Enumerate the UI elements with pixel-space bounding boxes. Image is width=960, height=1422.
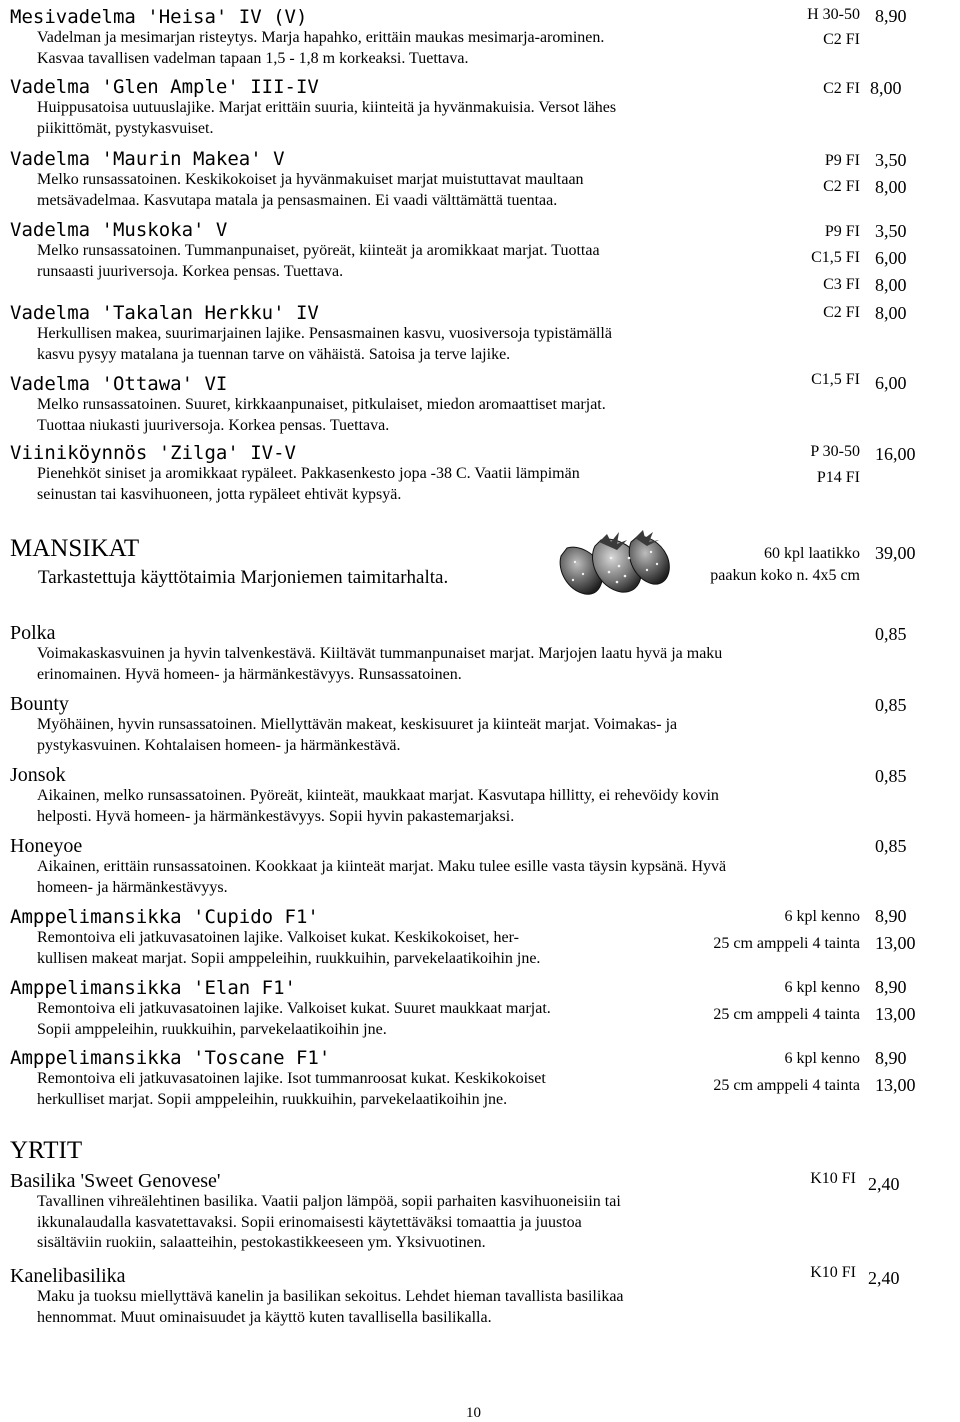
description-line: Huippusatoisa uutuuslajike. Marjat erittäin suuria, kiinteitä ja hyvänmakuisia. Versot lähes [37, 99, 617, 116]
description-line: piikittömät, pystykasvuiset. [37, 119, 214, 137]
package-info: 25 cm amppeli 4 tainta [713, 935, 860, 952]
product-entry [10, 148, 950, 211]
price: 0,85 [875, 695, 907, 715]
description-line: kasvu pysyy matalana ja tuennan tarve on vähäistä. Satoisa ja terve lajike. [37, 345, 511, 363]
price: 16,00 [875, 444, 916, 464]
price: 3,50 [875, 221, 907, 241]
product-description [37, 28, 950, 69]
size-code: C2 FI [823, 178, 860, 195]
page-number: 10 [466, 1405, 481, 1421]
description-line: kullisen makeat marjat. Sopii amppeleihin, ruukkuihin, parvekelaatikoihin jne. [37, 949, 541, 967]
product-title: Honeyoe [10, 835, 83, 857]
product-title: Basilika 'Sweet Genovese' [10, 1170, 221, 1192]
section-subtitle-text: Tarkastettuja käyttötaimia Marjoniemen taimitarhalta. [38, 567, 449, 588]
price: 8,90 [875, 977, 907, 997]
product-entry [10, 764, 950, 827]
price: 0,85 [875, 624, 907, 644]
price: 0,85 [875, 766, 907, 786]
description-line: helposti. Hyvä homeen- ja härmänkestävyys. Sopii hyvin pakastemarjaksi. [37, 807, 515, 825]
product-entry [10, 1170, 950, 1254]
product-description [37, 464, 950, 505]
description-line: Pienehköt siniset ja aromikkaat rypäleet. Pakkasenkesto jopa -38 C. Vaatii lämpimän [37, 465, 580, 482]
product-description [37, 786, 950, 827]
price: 8,00 [875, 177, 907, 197]
description-line: homeen- ja härmänkestävyys. [37, 878, 228, 896]
description-line: Remontoiva eli jatkuvasatoinen lajike. Valkoiset kukat. Suuret maukkaat marjat. [37, 1000, 551, 1017]
product-title: Vadelma 'Glen Ample' III-IV [10, 76, 319, 98]
product-title: Kanelibasilika [10, 1265, 126, 1287]
strawberry-illustration [555, 528, 677, 598]
size-code: C1,5 FI [811, 249, 860, 266]
section-heading: MANSIKAT [10, 535, 140, 562]
description-line: Vadelman ja mesimarjan risteytys. Marja hapahko, erittäin maukas mesimarja-arominen. [37, 29, 605, 46]
product-entry [10, 76, 950, 139]
size-code: C2 FI [823, 304, 860, 321]
description-line: Aikainen, melko runsassatoinen. Pyöreät, kiinteät, maukkaat marjat. Kasvutapa hillitty, ei rehevöidy kovin [37, 787, 719, 804]
product-title: Amppelimansikka 'Toscane F1' [10, 1047, 331, 1069]
description-line: runsaasti juuriversoja. Korkea pensas. Tuettava. [37, 262, 344, 280]
product-entry [10, 693, 950, 756]
package-info: 25 cm amppeli 4 tainta [713, 1077, 860, 1094]
product-title: Polka [10, 622, 56, 644]
price: 8,00 [875, 303, 907, 323]
description-line: herkulliset marjat. Sopii amppeleihin, ruukkuihin, parvekelaatikoihin jne. [37, 1090, 508, 1108]
price: 2,40 [868, 1174, 900, 1194]
size-code: P 30-50 [810, 443, 860, 460]
size-code: P9 FI [824, 152, 860, 169]
product-title: Amppelimansikka 'Elan F1' [10, 977, 296, 999]
product-entry [10, 1265, 950, 1328]
price: 6,00 [875, 373, 907, 393]
package-info: paakun koko n. 4x5 cm [710, 567, 860, 584]
product-description [37, 170, 950, 211]
price: 8,00 [875, 275, 907, 295]
description-line: Voimakaskasvuinen ja hyvin talvenkestävä. Kiiltävät tummanpunaiset marjat. Marjojen laatu hyvä ja maku [37, 645, 723, 662]
size-code: P9 FI [824, 223, 860, 240]
section-heading: YRTIT [10, 1137, 83, 1164]
description-line: Melko runsassatoinen. Tummanpunaiset, pyöreät, kiinteät ja aromikkaat marjat. Tuottaa [37, 242, 600, 259]
product-title: Vadelma 'Maurin Makea' V [10, 148, 285, 170]
product-title: Vadelma 'Takalan Herkku' IV [10, 302, 319, 324]
size-code: K10 FI [810, 1170, 856, 1187]
price: 8,90 [875, 6, 907, 26]
description-line: Remontoiva eli jatkuvasatoinen lajike. Valkoiset kukat. Keskikokoiset, her- [37, 929, 519, 946]
price: 13,00 [875, 1075, 916, 1095]
package-info: 25 cm amppeli 4 tainta [713, 1006, 860, 1023]
price: 13,00 [875, 933, 916, 953]
product-title: Amppelimansikka 'Cupido F1' [10, 906, 319, 928]
size-code: C2 FI [823, 80, 860, 97]
description-line: hennommat. Muut ominaisuudet ja käyttö kuten tavallisella basilikalla. [37, 1308, 492, 1326]
description-line: Remontoiva eli jatkuvasatoinen lajike. Isot tummanroosat kukat. Keskikokoiset [37, 1070, 546, 1087]
description-line: seinustan tai kasvihuoneen, jotta rypäleet ehtivät kypsyä. [37, 485, 402, 503]
product-description [37, 324, 950, 365]
description-line: Kasvaa tavallisen vadelman tapaan 1,5 - 1,8 m korkeaksi. Tuettava. [37, 49, 469, 67]
product-title: Vadelma 'Ottawa' VI [10, 373, 228, 395]
description-line: sisältäviin ruokiin, salaatteihin, pestokastikkeeseen ym. Yksivuotinen. [37, 1234, 486, 1251]
description-line: Aikainen, erittäin runsassatoinen. Kookkaat ja kiinteät marjat. Maku tulee esille vasta täysin kypsänä. Hyvä [37, 858, 727, 875]
description-line: Melko runsassatoinen. Keskikokoiset ja hyvänmakuiset marjat muistuttavat maultaan [37, 171, 584, 188]
product-description [37, 98, 950, 139]
price: 13,00 [875, 1004, 916, 1024]
product-entry [10, 622, 950, 685]
price: 3,50 [875, 150, 907, 170]
description-line: ikkunalaudalla kasvatettavaksi. Sopii erinomaisesti käytettäväksi tomaattia ja juustoa [37, 1213, 582, 1231]
size-code: K10 FI [810, 1264, 856, 1281]
price: 6,00 [875, 248, 907, 268]
product-description [37, 1287, 950, 1328]
section-subtitle [10, 566, 458, 590]
size-code: P14 FI [816, 469, 860, 486]
product-title: Jonsok [10, 764, 66, 786]
price: 0,85 [875, 836, 907, 856]
product-description [37, 395, 950, 436]
product-entry [10, 219, 950, 282]
description-line: Tavallinen vihreälehtinen basilika. Vaatii paljon lämpöä, sopii parhaiten kasvihuoneisiin tai [37, 1193, 621, 1210]
price: 8,90 [875, 1048, 907, 1068]
package-info: 6 kpl kenno [784, 908, 860, 925]
product-title: Vadelma 'Muskoka' V [10, 219, 228, 241]
price: 8,90 [875, 906, 907, 926]
product-entry [10, 835, 950, 898]
product-title: Bounty [10, 693, 69, 715]
product-title: Mesivadelma 'Heisa' IV (V) [10, 6, 308, 28]
product-description [37, 715, 950, 756]
description-line: Sopii amppeleihin, ruukkuihin, parvekelaatikoihin jne. [37, 1020, 387, 1038]
description-line: Tuottaa niukasti juuriversoja. Korkea pensas. Tuettava. [37, 416, 390, 434]
product-title: Viiniköynnös 'Zilga' IV-V [10, 442, 296, 464]
package-info: 6 kpl kenno [784, 979, 860, 996]
description-line: Melko runsassatoinen. Suuret, kirkkaanpunaiset, pitkulaiset, miedon aromaattiset marjat. [37, 396, 606, 413]
package-info: 60 kpl laatikko [764, 545, 860, 562]
size-code: H 30-50 [807, 6, 860, 23]
description-line: Myöhäinen, hyvin runsassatoinen. Miellyttävän makeat, keskisuuret ja kiinteät marjat. Voimakas- ja [37, 716, 678, 733]
description-line: Herkullisen makea, suurimarjainen lajike. Pensasmainen kasvu, vuosiversoja typistämällä [37, 325, 612, 342]
product-description [37, 1192, 950, 1254]
description-line: pystykasvuinen. Kohtalaisen homeen- ja härmänkestävä. [37, 736, 401, 754]
description-line: Maku ja tuoksu miellyttävä kanelin ja basilikan sekoitus. Lehdet hieman tavallista basilikaa [37, 1288, 624, 1305]
product-description [37, 857, 950, 898]
price: 39,00 [875, 543, 916, 563]
size-code: C2 FI [823, 31, 860, 48]
price: 2,40 [868, 1268, 900, 1288]
product-entry [10, 373, 950, 436]
description-line: erinomainen. Hyvä homeen- ja härmänkestävyys. Runsassatoinen. [37, 665, 462, 683]
price: 8,00 [870, 78, 902, 98]
product-entry [10, 302, 950, 365]
product-description [37, 644, 950, 685]
size-code: C1,5 FI [811, 371, 860, 388]
size-code: C3 FI [823, 276, 860, 293]
description-line: metsävadelmaa. Kasvutapa matala ja pensasmainen. Ei vaadi välttämättä tuentaa. [37, 191, 558, 209]
package-info: 6 kpl kenno [784, 1050, 860, 1067]
product-entry [10, 442, 950, 505]
